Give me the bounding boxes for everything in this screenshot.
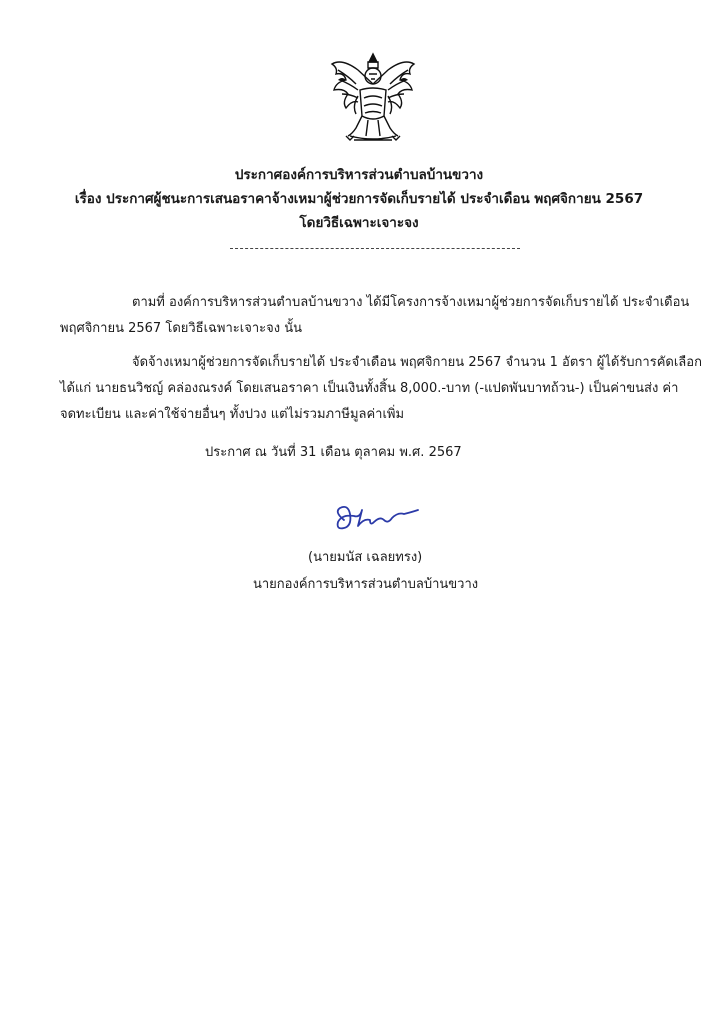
paragraph-line: จัดจ้างเหมาผู้ช่วยการจัดเก็บรายได้ ประจำเดือน พฤศจิกายน 2567 จำนวน 1 อัตรา ผู้ได้รับการคัดเลือก [132,355,702,370]
title-line-subject: เรื่อง ประกาศผู้ชนะการเสนอราคาจ้างเหมาผู้ช่วยการจัดเก็บรายได้ ประจำเดือน พฤศจิกายน 2567 [74,191,644,207]
announcement-date: ประกาศ ณ วันที่ 31 เดือน ตุลาคม พ.ศ. 2567 [205,445,462,460]
garuda-emblem-icon [328,50,418,148]
dashed-separator [230,248,520,249]
paragraph-award [60,350,702,428]
signer-name: (นายมนัส เฉลยทรง) [308,550,423,565]
paragraph-line: ตามที่ องค์การบริหารส่วนตำบลบ้านขวาง ได้มีโครงการจ้างเหมาผู้ช่วยการจัดเก็บรายได้ ประจำเดือน [132,295,690,310]
title-line-method: โดยวิธีเฉพาะเจาะจง [299,215,419,231]
announcement-title [0,163,718,235]
paragraph-background [60,290,690,342]
paragraph-line: จดทะเบียน และค่าใช้จ่ายอื่นๆ ทั้งปวง แต่ไม่รวมภาษีมูลค่าเพิ่ม [60,407,405,422]
title-line-organization: ประกาศองค์การบริหารส่วนตำบลบ้านขวาง [234,167,484,183]
paragraph-line: ได้แก่ นายธนวิชญ์ คล่องณรงค์ โดยเสนอราคา เป็นเงินทั้งสิ้น 8,000.-บาท (-แปดพันบาทถ้วน-) เป็นค่าขนส่ง ค่า [60,381,679,396]
paragraph-line: พฤศจิกายน 2567 โดยวิธีเฉพาะเจาะจง นั้น [60,321,302,336]
handwritten-signature [330,500,420,534]
signer-position: นายกองค์การบริหารส่วนตำบลบ้านขวาง [253,577,479,592]
